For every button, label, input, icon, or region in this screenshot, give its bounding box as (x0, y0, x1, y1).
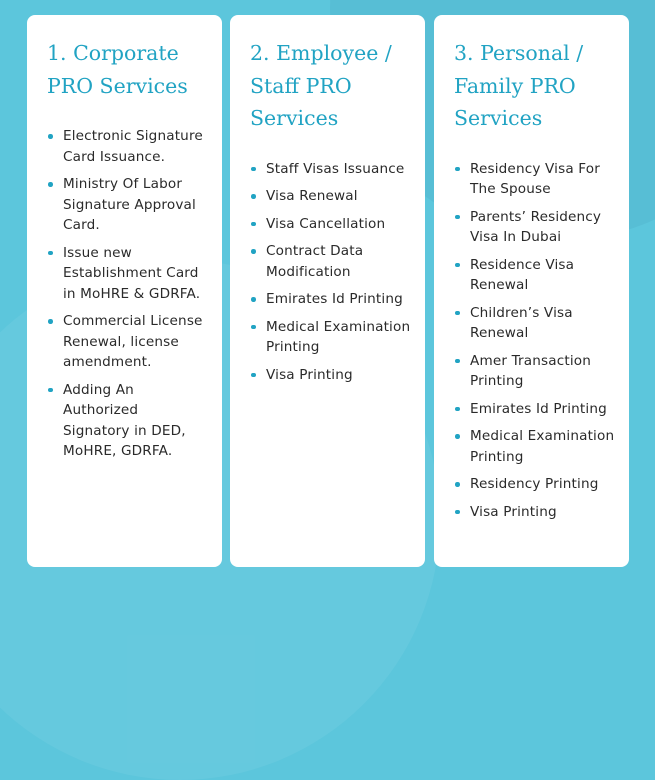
bullet-icon (455, 167, 460, 172)
service-item (454, 426, 615, 467)
service-item-label: Commercial License Renewal, license amendment. (63, 313, 203, 370)
bullet-icon (455, 359, 460, 364)
service-item-label: Emirates Id Printing (266, 291, 403, 307)
service-item-label: Visa Printing (470, 503, 557, 520)
bullet-icon (251, 167, 256, 172)
bullet-icon (48, 134, 53, 139)
bullet-icon (251, 373, 256, 378)
service-item (47, 380, 208, 462)
service-list (454, 159, 615, 523)
service-item (454, 502, 615, 523)
bullet-icon (251, 325, 256, 330)
service-list (250, 159, 411, 386)
service-item-label: Children’s Visa Renewal (470, 304, 573, 341)
service-item-label: Visa Cancellation (266, 215, 386, 232)
card-personal-family-pro-services (434, 15, 629, 567)
service-item (250, 289, 411, 310)
service-list (47, 126, 208, 462)
service-item-label: Contract Data Modification (266, 243, 364, 280)
bullet-icon (455, 434, 460, 439)
card-title: 1. Corporate PRO Services (47, 41, 188, 98)
bullet-icon (251, 194, 256, 199)
service-item-label: Staff Visas Issuance (266, 160, 405, 177)
bullet-icon (251, 297, 256, 302)
service-item (454, 399, 615, 420)
card-title: 3. Personal / Family PRO Services (454, 41, 584, 130)
service-item (47, 243, 208, 305)
bullet-icon (251, 222, 256, 227)
service-item-label: Medical Examination Printing (470, 428, 615, 465)
bullet-icon (455, 407, 460, 412)
service-item (47, 174, 208, 236)
service-item (47, 311, 208, 373)
card-title: 2. Employee / Staff PRO Services (250, 41, 392, 130)
bullet-icon (48, 319, 53, 324)
bullet-icon (455, 311, 460, 316)
service-item (454, 351, 615, 392)
service-item (454, 207, 615, 248)
bullet-icon (455, 482, 460, 487)
service-item-label: Issue new Establishment Card in MoHRE & GDRFA. (63, 244, 201, 302)
service-item (250, 365, 411, 386)
service-item (250, 214, 411, 235)
service-item-label: Ministry Of Labor Signature Approval Card. (63, 176, 196, 233)
service-item (454, 303, 615, 344)
service-item-label: Residency Printing (470, 476, 599, 492)
service-item-label: Residency Visa For The Spouse (470, 160, 600, 197)
service-item-label: Amer Transaction Printing (470, 352, 591, 389)
service-item (250, 241, 411, 282)
bullet-icon (455, 510, 460, 515)
bullet-icon (48, 182, 53, 187)
bullet-icon (48, 251, 53, 256)
service-item (454, 159, 615, 200)
service-item (250, 317, 411, 358)
service-item (250, 159, 411, 180)
card-corporate-pro-services (27, 15, 222, 567)
bullet-icon (251, 249, 256, 254)
service-item-label: Visa Renewal (266, 188, 358, 204)
service-item (454, 474, 615, 495)
bullet-icon (455, 263, 460, 268)
bullet-icon (455, 215, 460, 220)
bullet-icon (48, 388, 53, 393)
service-item (47, 126, 208, 167)
service-item-label: Adding An Authorized Signatory in DED, MoHRE, GDRFA. (63, 381, 186, 459)
service-item (250, 186, 411, 207)
card-employee-staff-pro-services (230, 15, 425, 567)
service-item-label: Parents’ Residency Visa In Dubai (470, 208, 602, 245)
service-item-label: Emirates Id Printing (470, 400, 607, 417)
service-item-label: Medical Examination Printing (266, 318, 411, 355)
service-item-label: Residence Visa Renewal (470, 256, 575, 293)
service-item-label: Electronic Signature Card Issuance. (63, 128, 203, 165)
service-item (454, 255, 615, 296)
service-item-label: Visa Printing (266, 366, 353, 383)
